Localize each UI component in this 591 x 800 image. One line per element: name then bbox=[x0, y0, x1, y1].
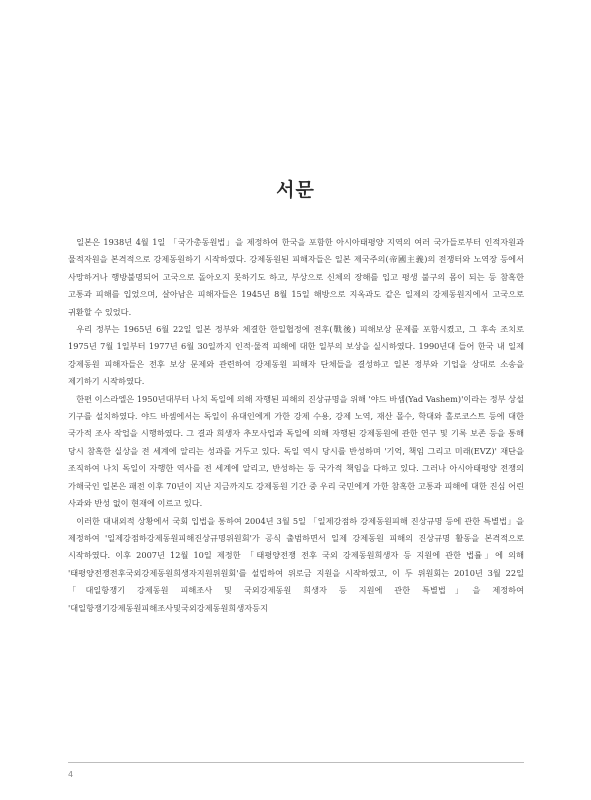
page-title: 서문 bbox=[276, 178, 315, 201]
body-text bbox=[68, 234, 524, 617]
page-number: 4 bbox=[68, 770, 74, 779]
footer-divider bbox=[68, 762, 524, 763]
paragraph: 이러한 대내외적 상황에서 국회 입법을 통하여 2004년 3월 5일 「일제강점하 강제동원피해 진상규명 등에 관한 특별법」을 제정하여 '일제강점하강제동원피해진상규명위원회'가 공식 출범하면서 일제 강제동원 피해의 진상규명 활동을 본격적으로 시작하였다. 이후 2007년 12월 10일 제정한 「태평양전쟁 전후 국외 강제동원희생자 등 지원에 관한 법률」에 의해 '태평양전쟁전후국외강제동원희생자지원위원회'를 설립하여 위로금 지원을 시작하였고, 이 두 위원회는 2010년 3월 22일 「대일항쟁기 강제동원 피해조사 및 국외강제동원 희생자 등 지원에 관한 특별법」을 제정하여 '대일항쟁기강제동원피해조사및국외강제동원희생자등지 bbox=[68, 515, 524, 613]
paragraph: 한편 이스라엘은 1950년대부터 나치 독일에 의해 자행된 피해의 진상규명을 위해 '야드 바셈(Yad Vashem)'이라는 정부 상설 기구를 설치하였다. 야드 바셈에서는 독일이 유대인에게 가한 강제 수용, 강제 노역, 재산 몰수, 학대와 홀로코스트 등에 대한 국가적 조사 작업을 시행하였다. 그 결과 희생자 추모사업과 독일에 의해 자행된 강제동원에 관한 연구 및 기록 보존 등을 통해 당시 참혹한 실상을 전 세계에 알리는 성과를 거두고 있다. 독일 역시 당시를 반성하며 '기억, 책임 그리고 미래(EVZ)' 재단을 조직하여 나치 독일이 자행한 역사를 전 세계에 알리고, 반성하는 등 국가적 책임을 다하고 있다. 그러나 아시아태평양 전쟁의 가해국인 일본은 패전 이후 70년이 지난 지금까지도 강제동원 기간 중 우리 국민에게 가한 참혹한 고통과 피해에 대한 진심 어린 사과와 반성 없이 현재에 이르고 있다. bbox=[68, 393, 524, 509]
paragraph: 우리 정부는 1965년 6월 22일 일본 정부와 체결한 한일협정에 전후(戰後) 피해보상 문제를 포함시켰고, 그 후속 조치로 1975년 7월 1일부터 1977년 6월 30일까지 인적·물적 피해에 대한 일부의 보상을 실시하였다. 1990년대 들어 한국 내 일제 강제동원 피해자들은 전후 보상 문제와 관련하여 강제동원 피해자 단체들을 결성하고 일본 정부와 기업을 상대로 소송을 제기하기 시작하였다. bbox=[68, 324, 524, 387]
paragraph: 일본은 1938년 4월 1일 「국가총동원법」을 제정하여 한국을 포함한 아시아태평양 지역의 여러 국가들로부터 인적자원과 물적자원을 본격적으로 강제동원하기 시작하였다. 강제동원된 피해자들은 일본 제국주의(帝國主義)의 전쟁터와 노역장 등에서 사망하거나 행방불명되어 고국으로 돌아오지 못하기도 하고, 부상으로 신체의 장해를 입고 평생 불구의 몸이 되는 등 참혹한 고통과 피해를 입었으며, 살아남은 피해자들은 1945년 8월 15일 해방으로 지옥과도 같은 일제의 강제동원지에서 고국으로 귀환할 수 있었다. bbox=[68, 237, 524, 317]
